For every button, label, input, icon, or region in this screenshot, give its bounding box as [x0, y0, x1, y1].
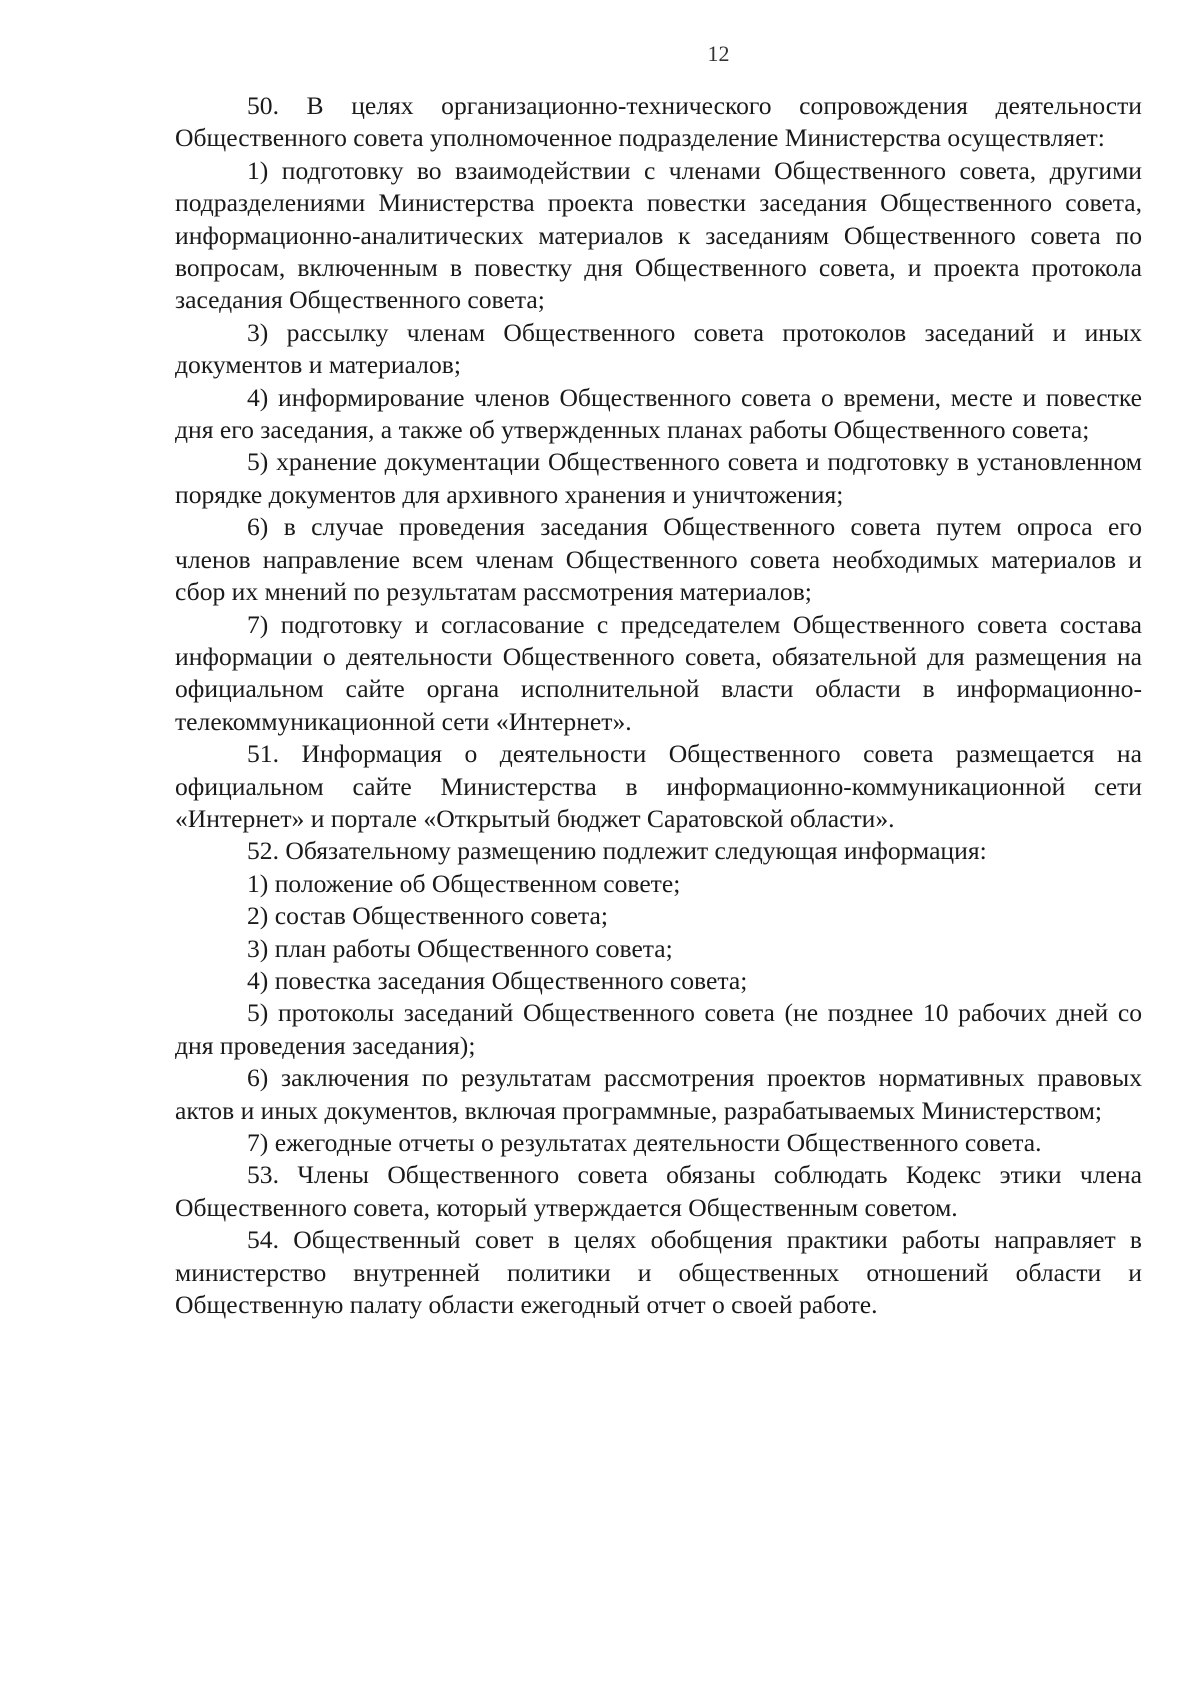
list-item: 4) повестка заседания Общественного совета;	[247, 965, 748, 995]
list-item: 6) в случае проведения заседания Общественного совета путем опроса его членов направление всем членам Общественного совета необходимых материалов и сбор их мнений по результатам рассмотрения материалов;	[175, 512, 1142, 607]
page-number: 12	[707, 41, 730, 66]
paragraph-50: 50. В целях организационно-технического сопровождения деятельности Общественного совета уполномоченное подразделение Министерства осуществляет:	[175, 91, 1142, 153]
document-body	[175, 90, 1142, 1321]
list-item: 3) рассылку членам Общественного совета протоколов заседаний и иных документов и материалов;	[175, 317, 1142, 380]
list-item: 1) подготовку во взаимодействии с членами Общественного совета, другими подразделениями Министерства проекта повестки заседания Общественного совета, информационно-аналитических материалов к заседаниям Общественного совета по вопросам, включенным в повестку дня Общественного совета, и проекта протокола заседания Общественного совета;	[175, 155, 1142, 315]
paragraph-52: 52. Обязательному размещению подлежит следующая информация:	[247, 836, 987, 866]
list-item: 3) план работы Общественного совета;	[247, 933, 673, 963]
paragraph-51: 51. Информация о деятельности Общественного совета размещается на официальном сайте Министерства в информационно-коммуникационной сети «Интернет» и портале «Открытый бюджет Саратовской области».	[175, 739, 1142, 833]
paragraph-53: 53. Члены Общественного совета обязаны соблюдать Кодекс этики члена Общественного совета, который утверждается Общественным советом.	[175, 1160, 1142, 1222]
list-item: 7) ежегодные отчеты о результатах деятельности Общественного совета.	[247, 1128, 1042, 1157]
list-item: 6) заключения по результатам рассмотрения проектов нормативных правовых актов и иных документов, включая программные, разрабатываемых Министерством;	[175, 1063, 1142, 1125]
list-item: 2) состав Общественного совета;	[247, 901, 608, 931]
list-item: 4) информирование членов Общественного совета о времени, месте и повестке дня его заседания, а также об утвержденных планах работы Общественного совета;	[175, 382, 1142, 445]
list-item: 7) подготовку и согласование с председателем Общественного совета состава информации о деятельности Общественного совета, обязательной для размещения на официальном сайте органа исполнительной власти области в информационно-телекоммуникационной сети «Интернет».	[175, 609, 1142, 736]
list-item: 1) положение об Общественном совете;	[247, 868, 681, 898]
list-item: 5) протоколы заседаний Общественного совета (не позднее 10 рабочих дней со дня проведения заседания);	[175, 998, 1142, 1060]
paragraph-54: 54. Общественный совет в целях обобщения практики работы направляет в министерство внутренней политики и общественных отношений области и Общественную палату области ежегодный отчет о своей работе.	[175, 1225, 1142, 1320]
list-item: 5) хранение документации Общественного совета и подготовку в установленном порядке документов для архивного хранения и уничтожения;	[175, 447, 1142, 509]
